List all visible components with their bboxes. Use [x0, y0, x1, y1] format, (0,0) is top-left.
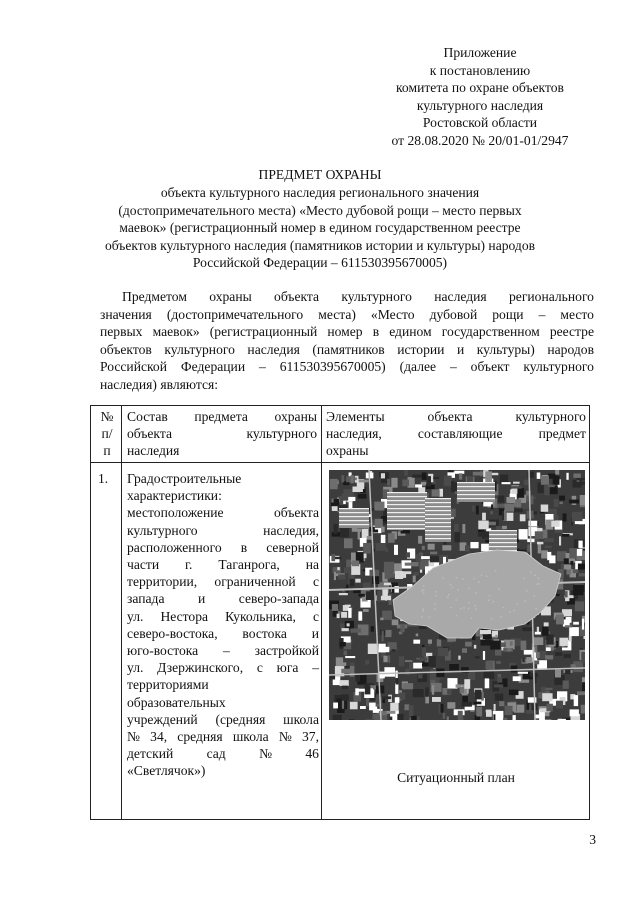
text-line: Приложение — [443, 45, 517, 60]
text-line: объектов культурного наследия (памятников истории и культуры) народов — [104, 237, 536, 253]
text-line: Предметом охраны объекта культурного наследия регионального — [122, 289, 594, 304]
text-line: охраны — [326, 443, 369, 459]
text-line: объекта культурного — [127, 426, 317, 442]
text-line: (достопримечательного места) «Место дубовой рощи – место первых — [118, 202, 522, 218]
text-line: Градостроительные — [127, 471, 242, 486]
text-line: № 34, средняя школа № 37, — [127, 729, 319, 745]
text-line: территориями — [127, 677, 209, 693]
text-line: северо-востока, востока и — [127, 625, 319, 641]
text-line: Российской Федерации – 611530395670005) (далее – объект культурного — [100, 359, 594, 375]
row-number: 1. — [98, 471, 109, 486]
text-line: ул. Дзержинского, с юга – — [127, 660, 319, 676]
aerial-map-image — [329, 470, 585, 720]
text-line: объекта культурного наследия регионального значения — [160, 185, 480, 200]
table-column-divider — [321, 406, 322, 819]
text-line: расположенного в северной — [127, 539, 319, 555]
text-line: комитета по охране объектов — [396, 80, 564, 96]
text-line: образовательных — [127, 694, 226, 710]
text-line: наследия) являются: — [100, 376, 219, 392]
table-header-divider — [91, 462, 589, 463]
text-line: юго-востока – застройкой — [127, 643, 319, 659]
text-line: характеристики: — [127, 488, 222, 504]
text-line: Ростовской области — [422, 115, 538, 131]
page-number: 3 — [589, 832, 596, 847]
situational-plan-map — [329, 470, 585, 720]
text-line: запада и северо-запада — [127, 591, 319, 607]
text-line: от 28.08.2020 № 20/01-01/2947 — [391, 132, 569, 148]
map-caption: Ситуационный план — [397, 770, 515, 785]
text-line: «Светлячок») — [127, 763, 206, 779]
intro-paragraph — [100, 288, 594, 394]
table-column-divider — [121, 406, 122, 819]
text-line: Элементы объекта культурного — [326, 409, 586, 424]
row-description — [127, 470, 319, 780]
text-line: маевок» (регистрационный номер в едином государственном реестре — [119, 220, 521, 236]
text-line: учреждений (средняя школа — [127, 711, 319, 727]
text-line: объектов культурного наследия (памятников истории и культуры) народов — [100, 341, 594, 357]
text-line: Состав предмета охраны — [127, 409, 317, 424]
document-subtitle — [100, 184, 540, 272]
text-line: ул. Нестора Кукольника, с — [127, 608, 319, 624]
text-line: п/ — [101, 426, 113, 442]
text-line: культурного наследия — [416, 97, 544, 113]
text-line: культурного наследия, — [127, 522, 319, 538]
text-line: территории, ограниченной с — [127, 574, 319, 590]
text-line: п — [103, 443, 111, 459]
document-title: ПРЕДМЕТ ОХРАНЫ — [258, 167, 382, 182]
header-elements-cell — [326, 408, 586, 460]
appendix-header — [360, 44, 600, 150]
header-composition-cell — [127, 408, 317, 460]
text-line: детский сад № 46 — [127, 746, 319, 762]
text-line: Российской Федерации – 611530395670005) — [192, 255, 448, 271]
text-line: значения (достопримечательного места) «Место дубовой рощи – место — [100, 306, 594, 322]
header-number-cell — [95, 408, 119, 460]
text-line: части г. Таганрога, на — [127, 557, 319, 573]
text-line: № — [100, 409, 114, 424]
text-line: наследия — [127, 443, 180, 459]
text-line: к постановлению — [429, 62, 531, 78]
text-line: первых маевок» (регистрационный номер в едином государственном реестре — [100, 324, 594, 340]
text-line: местоположение объекта — [127, 505, 319, 521]
protection-table — [90, 405, 590, 820]
text-line: наследия, составляющие предмет — [326, 426, 586, 442]
